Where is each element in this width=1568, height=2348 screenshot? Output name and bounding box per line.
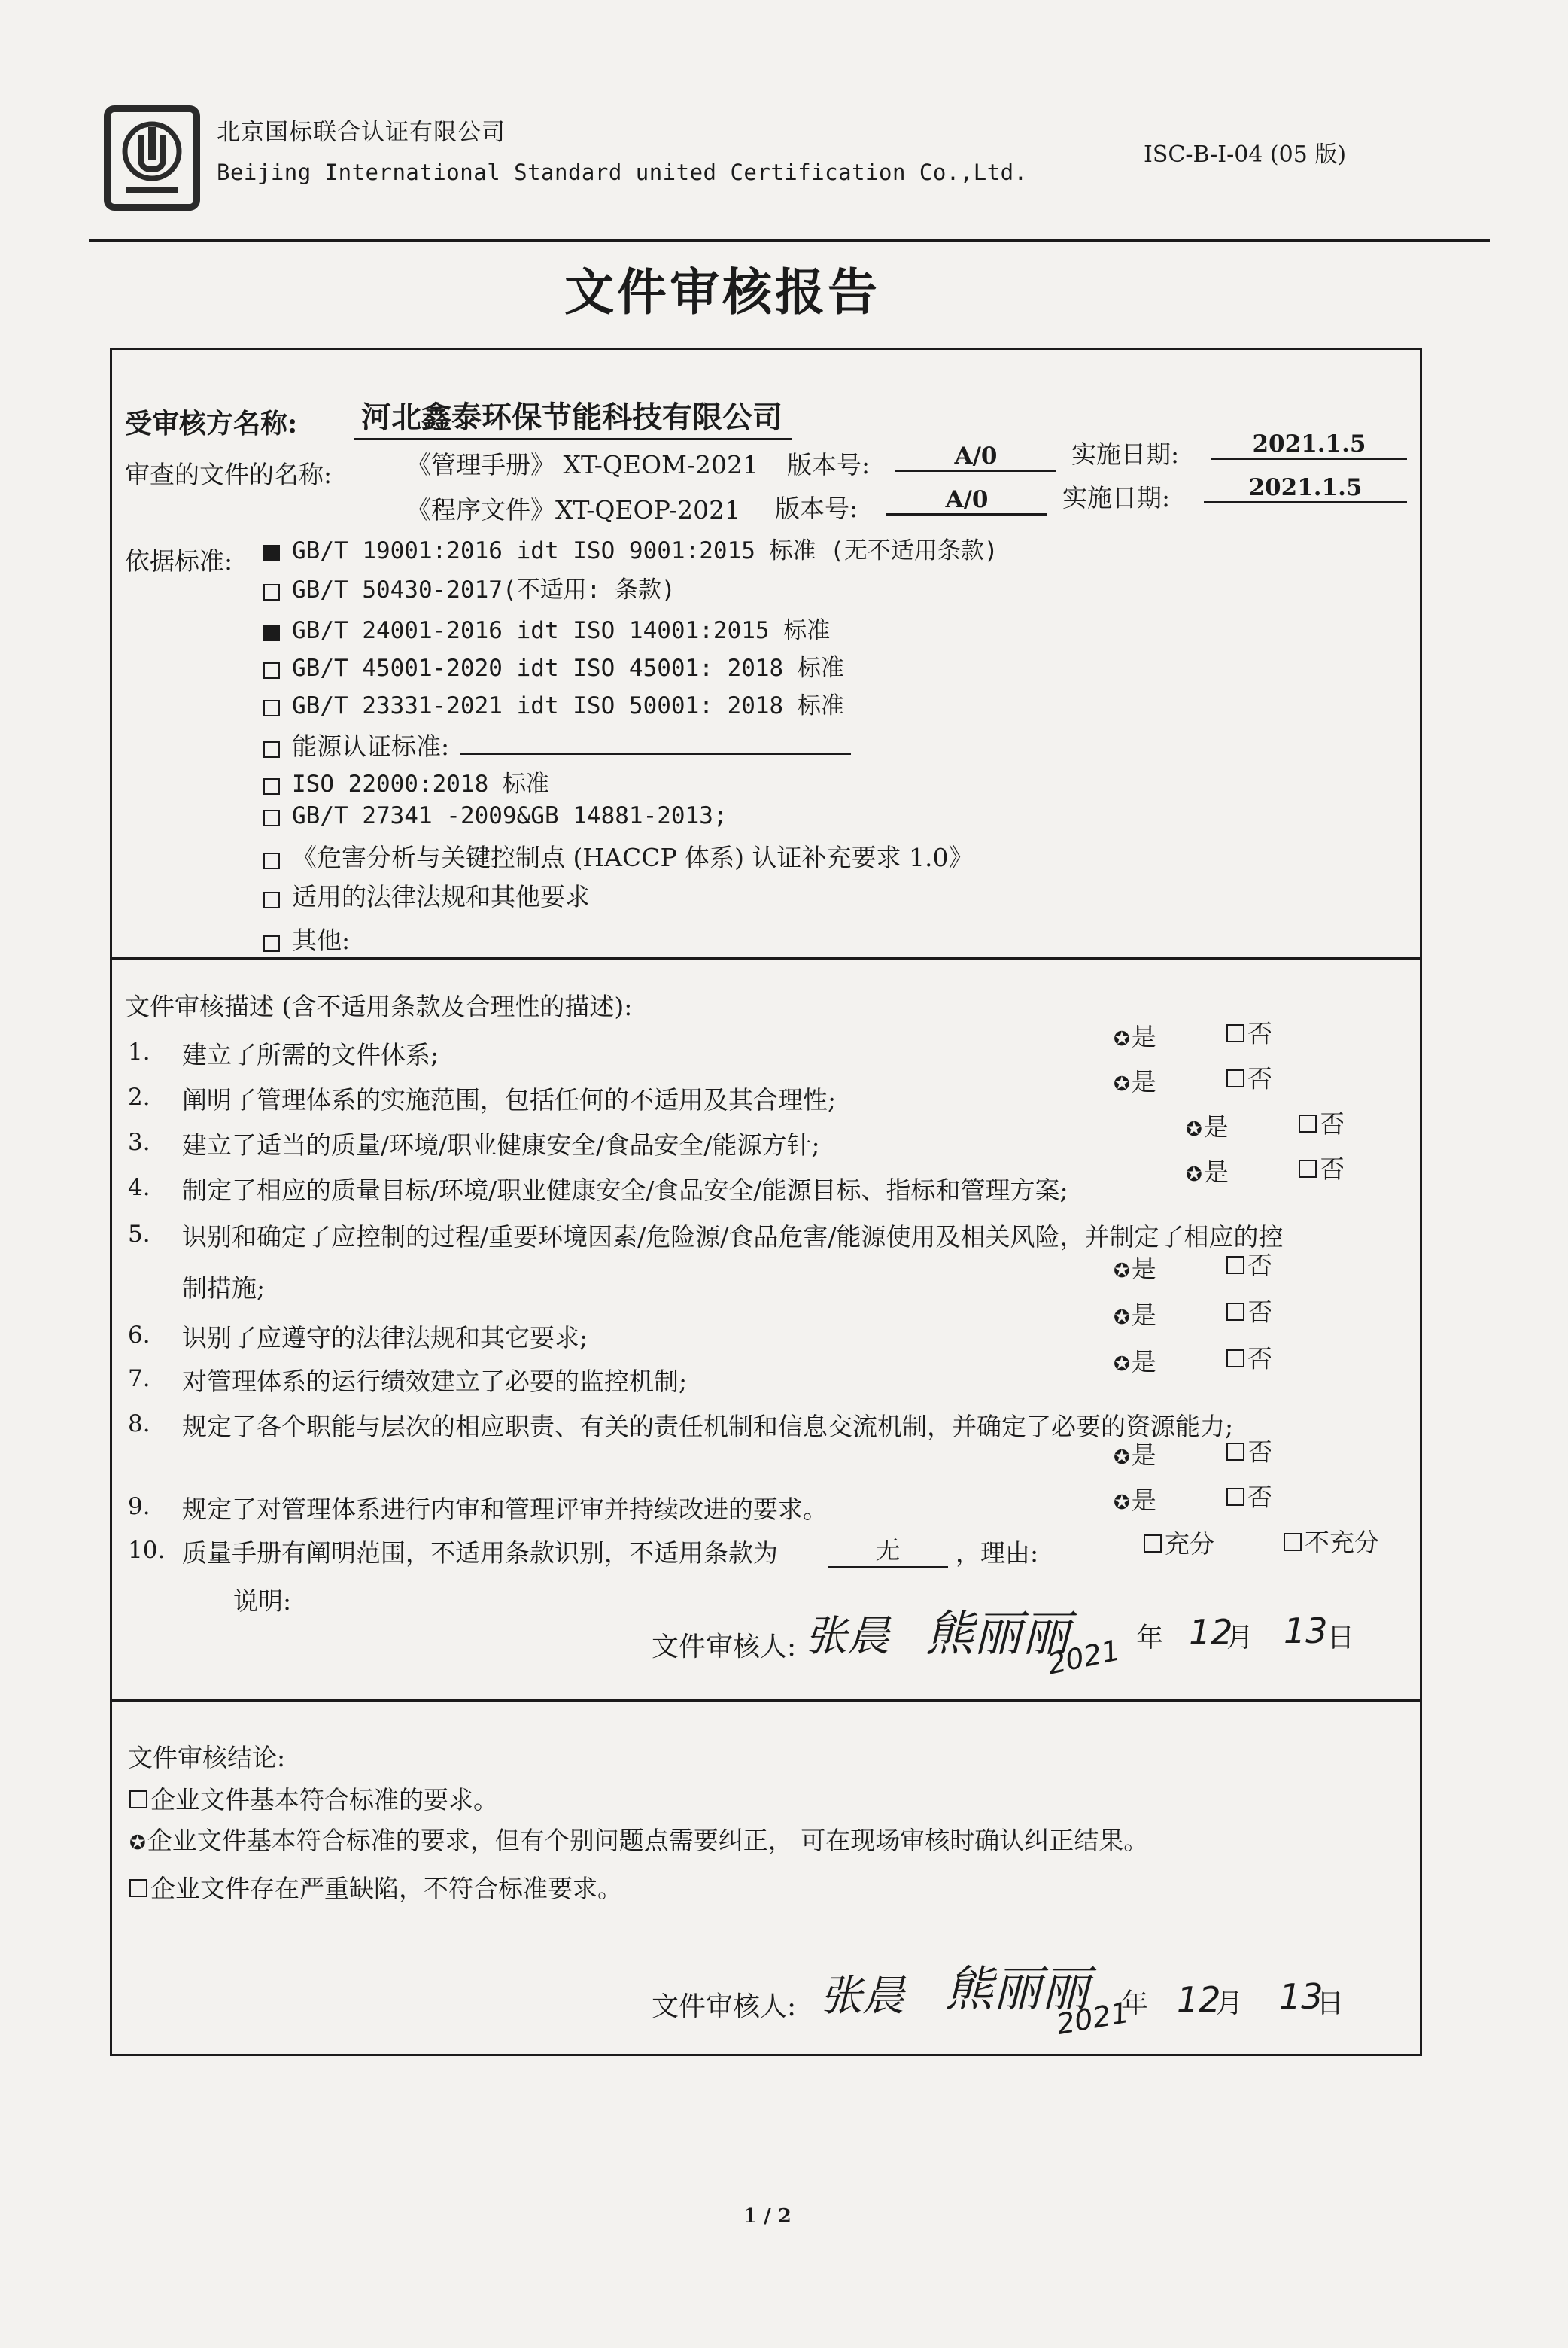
company-name-cn: 北京国标联合认证有限公司 [217,119,506,146]
checkbox-icon [263,700,280,716]
description-item-text: 对管理体系的运行绩效建立了必要的监控机制; [182,1367,688,1396]
date-value: 2021.1.5 [1211,430,1407,460]
note-label: 说明: [233,1586,292,1616]
yes-option[interactable]: ✪是 [1114,1254,1156,1283]
item-number: 8. [128,1410,150,1437]
yes-option[interactable]: ✪是 [1114,1486,1156,1515]
month-unit: 月 [1226,1623,1254,1653]
selected-mark-icon: ✪ [129,1832,146,1854]
standard-item[interactable]: 适用的法律法规和其他要求 [263,877,590,913]
documents-label: 审查的文件的名称: [125,460,333,489]
reason-label: ，理由: [956,1538,1039,1568]
sign-year: 2021 [1044,1633,1123,1681]
scope-text: 质量手册有阐明范围，不适用条款识别，不适用条款为 [182,1538,778,1568]
company-name-en: Beijing International Standard united Certification Co.,Ltd. [217,160,1028,185]
conclusion-heading: 文件审核结论: [128,1743,286,1772]
checkbox-icon [1226,1349,1244,1367]
item-number: 3. [128,1129,150,1156]
conclusion-month: 12 [1177,1979,1221,2020]
checkbox-icon [129,1879,147,1897]
document-name: 《管理手册》 XT-QEOM-2021 [406,450,759,479]
yes-option[interactable]: ✪是 [1114,1300,1156,1330]
selected-mark-icon: ✪ [1114,1028,1130,1051]
version-value: A/0 [895,443,1056,472]
energy-standard-blank [460,753,851,755]
item-number: 1. [128,1039,150,1066]
reviewer-signature-2: 熊丽丽 [925,1607,1070,1662]
no-option[interactable]: 否 [1226,1340,1272,1375]
conclusion-option[interactable]: 企业文件存在严重缺陷，不符合标准要求。 [129,1869,622,1905]
sign-month: 12 [1189,1612,1233,1653]
conclusion-month-unit: 月 [1216,1988,1244,2019]
standard-item[interactable]: 能源认证标准: [263,727,851,762]
checked-box-icon [263,545,280,561]
section-divider-1 [110,957,1422,960]
year-unit: 年 [1136,1623,1164,1653]
conclusion-reviewer-label: 文件审核人: [652,1991,797,2022]
reviewer-signature-1: 张晨 [805,1612,889,1661]
conclusion-option[interactable]: 企业文件基本符合标准的要求。 [129,1781,498,1816]
standard-item[interactable]: GB/T 23331-2021 idt ISO 50001: 2018 标准 [263,686,844,720]
standard-item[interactable]: GB/T 27341 -2009&GB 14881-2013; [263,802,728,829]
insufficient-option[interactable]: 不充分 [1284,1523,1379,1559]
version-label: 版本号: [787,450,871,479]
checkbox-icon [263,935,280,952]
selected-mark-icon: ✪ [1114,1260,1130,1282]
date-label: 实施日期: [1062,483,1171,512]
company-logo [104,105,200,211]
day-unit: 日 [1327,1623,1355,1653]
checkbox-icon [129,1790,147,1808]
version-label: 版本号: [775,494,858,523]
checkbox-icon [1284,1533,1302,1551]
checkbox-icon [1226,1443,1244,1461]
selected-mark-icon: ✪ [1114,1492,1130,1514]
page-number: 1 / 2 [743,2205,792,2228]
item-number: 2. [128,1084,150,1111]
non-applicable-value: 无 [828,1531,948,1568]
conclusion-year: 2021 [1053,1995,1132,2042]
checkbox-icon [263,778,280,795]
standard-item[interactable]: 其他: [263,921,350,957]
conclusion-day-unit: 日 [1317,1988,1345,2019]
checkbox-icon [1299,1160,1317,1178]
yes-option[interactable]: ✪是 [1114,1440,1156,1470]
description-item-text: 规定了对管理体系进行内审和管理评审并持续改进的要求。 [182,1495,828,1524]
sufficient-option[interactable]: 充分 [1144,1525,1214,1560]
item-number: 4. [128,1174,150,1201]
item-number: 6. [128,1322,150,1349]
conclusion-year-unit: 年 [1121,1988,1149,2019]
checkbox-icon [263,810,280,826]
checkbox-icon [263,853,280,869]
date-value: 2021.1.5 [1204,474,1407,503]
item-number: 10. [128,1537,166,1564]
selected-mark-icon: ✪ [1114,1073,1130,1096]
checkbox-icon [1226,1024,1244,1042]
no-option[interactable]: 否 [1226,1478,1272,1513]
conclusion-day: 13 [1279,1976,1323,2017]
checkbox-icon [1226,1069,1244,1087]
no-option[interactable]: 否 [1226,1433,1272,1468]
checkbox-icon [263,892,280,908]
document-name: 《程序文件》XT-QEOP-2021 [406,495,741,525]
sign-day: 13 [1284,1610,1328,1651]
reviewer-label: 文件审核人: [652,1632,797,1662]
conclusion-signature-2: 熊丽丽 [945,1962,1089,2018]
checkbox-icon [1299,1115,1317,1133]
description-heading: 文件审核描述 (含不适用条款及合理性的描述): [125,992,633,1021]
no-option[interactable]: 否 [1226,1246,1272,1282]
form-code: ISC-B-I-04 (05 版) [1144,141,1347,168]
auditee-name: 河北鑫泰环保节能科技有限公司 [354,394,792,440]
no-option[interactable]: 否 [1226,1014,1272,1050]
selected-mark-icon: ✪ [1186,1163,1202,1186]
yes-option[interactable]: ✪是 [1114,1022,1156,1051]
standard-item[interactable]: GB/T 19001:2016 idt ISO 9001:2015 标准 (无不适用条款) [263,531,998,565]
no-option[interactable]: 否 [1299,1105,1345,1140]
selected-mark-icon: ✪ [1114,1446,1130,1469]
checkbox-icon [1226,1303,1244,1321]
conclusion-option[interactable]: ✪企业文件基本符合标准的要求，但有个别问题点需要纠正， 可在现场审核时确认纠正结果。 [129,1826,1149,1855]
selected-mark-icon: ✪ [1114,1353,1130,1376]
description-item-text: 规定了各个职能与层次的相应职责、有关的责任机制和信息交流机制，并确定了必要的资源能力; [182,1412,1234,1441]
section-divider-2 [110,1699,1422,1702]
selected-mark-icon: ✪ [1114,1306,1130,1329]
auditee-label: 受审核方名称: [125,408,298,439]
header-rule [89,239,1490,242]
item-number: 7. [128,1365,150,1392]
checkbox-icon [1226,1488,1244,1506]
standards-label: 依据标准: [125,546,233,576]
no-option[interactable]: 否 [1226,1293,1272,1328]
description-item-text: 识别和确定了应控制的过程/重要环境因素/危险源/食品危害/能源使用及相关风险，并制定了相应的控 [182,1222,1284,1252]
checkbox-icon [263,584,280,601]
date-label: 实施日期: [1071,439,1180,469]
description-item-text: 建立了适当的质量/环境/职业健康安全/食品安全/能源方针; [182,1130,820,1160]
description-item-text: 制定了相应的质量目标/环境/职业健康安全/食品安全/能源目标、指标和管理方案; [182,1176,1068,1205]
description-item-text: 建立了所需的文件体系; [182,1040,439,1069]
standard-item[interactable]: GB/T 24001-2016 idt ISO 14001:2015 标准 [263,611,830,645]
logo-mark-icon [111,112,193,204]
checkbox-icon [263,662,280,679]
version-value: A/0 [886,486,1047,516]
description-item-text: 阐明了管理体系的实施范围，包括任何的不适用及其合理性; [182,1085,837,1115]
item-number: 5. [128,1221,150,1248]
checkbox-icon [263,741,280,758]
yes-option[interactable]: ✪是 [1114,1347,1156,1376]
description-item-text: 识别了应遵守的法律法规和其它要求; [182,1323,588,1352]
standard-item[interactable]: ISO 22000:2018 标准 [263,765,549,798]
standard-item[interactable]: GB/T 45001-2020 idt ISO 45001: 2018 标准 [263,649,844,683]
checked-box-icon [263,625,280,641]
yes-option[interactable]: ✪是 [1114,1067,1156,1096]
selected-mark-icon: ✪ [1186,1118,1202,1141]
page-title: 文件审核报告 [564,263,880,321]
no-option[interactable]: 否 [1299,1150,1345,1185]
description-item-text-cont: 制措施; [182,1273,266,1303]
no-option[interactable]: 否 [1226,1060,1272,1095]
yes-option[interactable]: ✪是 [1186,1112,1229,1142]
item-number: 9. [128,1493,150,1520]
standard-item[interactable]: GB/T 50430-2017(不适用: 条款) [263,570,676,604]
standard-item[interactable]: 《危害分析与关键控制点 (HACCP 体系) 认证补充要求 1.0》 [263,838,974,874]
checkbox-icon [1226,1256,1244,1274]
checkbox-icon [1144,1534,1162,1553]
conclusion-signature-1: 张晨 [820,1972,904,2021]
yes-option[interactable]: ✪是 [1186,1157,1229,1187]
